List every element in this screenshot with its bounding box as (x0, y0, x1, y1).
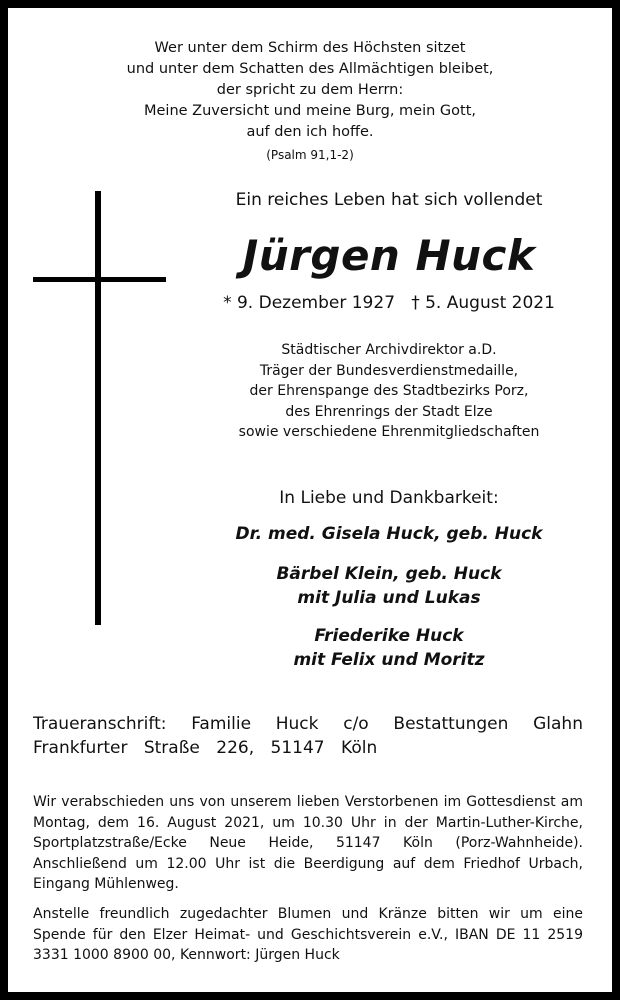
address-word: Glahn (533, 714, 583, 734)
mourner-line: Friederike Huck (314, 626, 464, 646)
address-word: 51147 (270, 738, 325, 758)
mourner-line: mit Julia und Lukas (297, 588, 481, 608)
address-word: c/o (343, 714, 369, 734)
address-word: Traueranschrift: (33, 714, 167, 734)
address-word: Familie (191, 714, 252, 734)
address-line-2 (33, 736, 583, 760)
honor-line: sowie verschiedene Ehrenmitgliedschaften (238, 424, 540, 440)
mourner-group (200, 522, 578, 546)
honor-line: des Ehrenrings der Stadt Elze (285, 403, 493, 420)
address-word: Köln (341, 738, 378, 758)
cross-icon (95, 191, 101, 625)
intro-line: Ein reiches Leben hat sich vollendet (235, 190, 543, 210)
address-word: Frankfurter (33, 738, 128, 758)
psalm-line: Wer unter dem Schirm des Höchsten sitzet (154, 40, 466, 56)
psalm-line: der spricht zu dem Herrn: (216, 82, 404, 98)
honor-line: Städtischer Archivdirektor a.D. (281, 342, 497, 358)
mourner-group (200, 624, 578, 672)
mourner-line: Dr. med. Gisela Huck, geb. Huck (235, 524, 543, 544)
psalm-line: und unter dem Schatten des Allmächtigen bleibet, (126, 61, 494, 77)
psalm-reference: (Psalm 91,1-2) (266, 148, 354, 162)
cross-icon-crossbar (33, 277, 166, 282)
donation-request: Anstelle freundlich zugedachter Blumen und Kränze bitten wir um eine Spende für den Elzer Heimat- und Geschichtsverein e.V., IBAN DE 11 2519 3331 1000 8900 00, Kennwort: Jürgen Huck (33, 906, 583, 963)
honor-line: der Ehrenspange des Stadtbezirks Porz, (249, 383, 529, 399)
mourner-group (200, 562, 578, 610)
psalm-line: Meine Zuversicht und meine Burg, mein Gott, (143, 103, 477, 119)
address-word: 226, (216, 738, 255, 758)
psalm-quote (16, 38, 604, 164)
honor-line: Träger der Bundesverdienstmedaille, (259, 362, 519, 379)
deceased-name: Jürgen Huck (242, 231, 536, 280)
service-details: Wir verabschieden uns von unserem lieben Verstorbenen im Gottesdienst am Montag, dem 16. August 2021, um 10.30 Uhr in der Martin-Luther-Kirche, Sportplatzstraße/Ecke Neue Heide, 51147 Köln (Porz-Wahnheide). Anschließend um 12.00 Uhr ist die Beerdigung auf dem Friedhof Urbach, Eingang Mühlenweg. (33, 794, 583, 892)
address-line-1 (33, 712, 583, 736)
life-dates: * 9. Dezember 1927 † 5. August 2021 (223, 293, 555, 313)
mourning-address (33, 712, 583, 760)
address-word: Huck (275, 714, 319, 734)
mourner-line: mit Felix und Moritz (293, 650, 485, 670)
address-word: Straße (143, 738, 200, 758)
mourners-intro: In Liebe und Dankbarkeit: (279, 488, 499, 508)
mourner-line: Bärbel Klein, geb. Huck (276, 564, 502, 584)
address-word: Bestattungen (393, 714, 509, 734)
honors-list (200, 340, 578, 443)
psalm-line: auf den ich hoffe. (246, 124, 374, 140)
